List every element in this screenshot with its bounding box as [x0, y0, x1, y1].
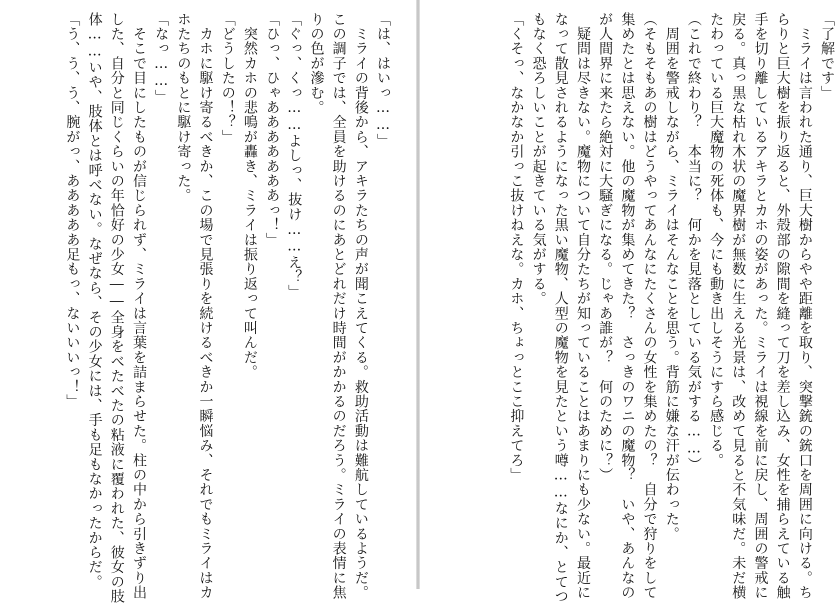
text-line: ミライは言われた通り、巨大樹からやや距離を取り、突撃銃の銃口を周囲に向ける。ち	[796, 12, 813, 600]
text-line: 戻る。真っ黒な枯れ木状の魔界樹が無数に生える光景は、改めて見ると不気味だ。未だ横	[730, 12, 747, 600]
text-line: 体……いや、肢体とは呼べない。なぜなら、その少女には、手も足もなかったからだ。	[86, 12, 103, 590]
text-line: 手を切り離しているアキラとカホの姿があった。ミライは視線を前に戻し、周囲の警戒に	[752, 12, 769, 600]
left-page	[0, 0, 416, 604]
text-line: たわっている巨大魔物の死体も、今にも動き出しそうにすら感じる。	[708, 12, 725, 468]
text-line: 「ひっ、ひゃあああああああっ！」	[264, 12, 281, 248]
text-line: （これで終わり？ 本当に？ 何かを見落としている気がする……）	[685, 12, 702, 472]
text-line: 突然カホの悲鳴が轟き、ミライは振り返って叫んだ。	[241, 12, 258, 380]
text-line: ホたちのもとに駆け寄った。	[175, 12, 192, 204]
text-line: りの色が滲む。	[308, 12, 325, 115]
text-line: 「は、はいっ……」	[375, 12, 391, 149]
left-page-text	[57, 12, 391, 604]
right-page-text	[501, 12, 835, 604]
text-line: 「どうしたの！？」	[219, 12, 236, 145]
text-line: （そもそもあの樹はどうやってあんなにたくさんの女性を集めたの？ 自分で狩りをして	[641, 12, 658, 600]
right-page	[420, 0, 838, 604]
text-line: 疑問は尽きない。魔物について自分たちが知っていることはあまりにも少ない。最近に	[574, 12, 591, 600]
text-line: なって散見されるようになった黒い魔物、人型の魔物を見たという噂……なにか、とてつ	[552, 12, 569, 604]
text-line: 周囲を警戒しながら、ミライはそんなことを思う。背筋に嫌な汗が伝わった。	[663, 12, 680, 542]
text-line: 「了解です」	[819, 12, 835, 101]
text-line: ミライの背後から、アキラたちの声が聞こえてくる。救助活動は難航しているようだ。	[352, 12, 369, 600]
text-line: 「なっ……」	[153, 12, 170, 105]
text-line: らりと巨大樹を振り返ると、外殻部の隙間を縫って刀を差し込み、女性を捕らえている触	[774, 12, 791, 600]
text-line: 「う、う、う、腕がっ、あああああ足もっ、ないいいっ！」	[64, 12, 81, 409]
text-line: カホに駆け寄るべきか、この場で見張りを続けるべきか一瞬悩み、それでもミライはカ	[197, 12, 214, 600]
text-line: 集めたとは思えない。他の魔物が集めてきた？ さっきのワニの魔物？ いや、あんなの	[619, 12, 636, 600]
text-line: 「くそっ、なかなか引っこ抜けねえな。カホ、ちょっとここ抑えてろ」	[508, 12, 525, 483]
text-line: そこで目にしたものが信じられず、ミライは言葉を詰まらせた。柱の中から引きずり出	[130, 12, 147, 600]
text-line: もなく恐ろしいことが起きている気がする。	[530, 12, 547, 306]
text-line: が人間界に来たら絶対に大騒ぎになる。じゃあ誰が？ 何のために？）	[597, 12, 614, 483]
text-line: この調子では、全員を助けるのにあとどれだけ時間がかかるのだろう。ミライの表情に焦	[330, 12, 347, 600]
text-line: 「ぐっ、くっ……よしっ、抜け……え？」	[286, 12, 303, 300]
text-line: した、自分と同じくらいの年恰好の少女――全身をべたべたの粘液に覆われた、彼女の肢	[108, 12, 125, 604]
